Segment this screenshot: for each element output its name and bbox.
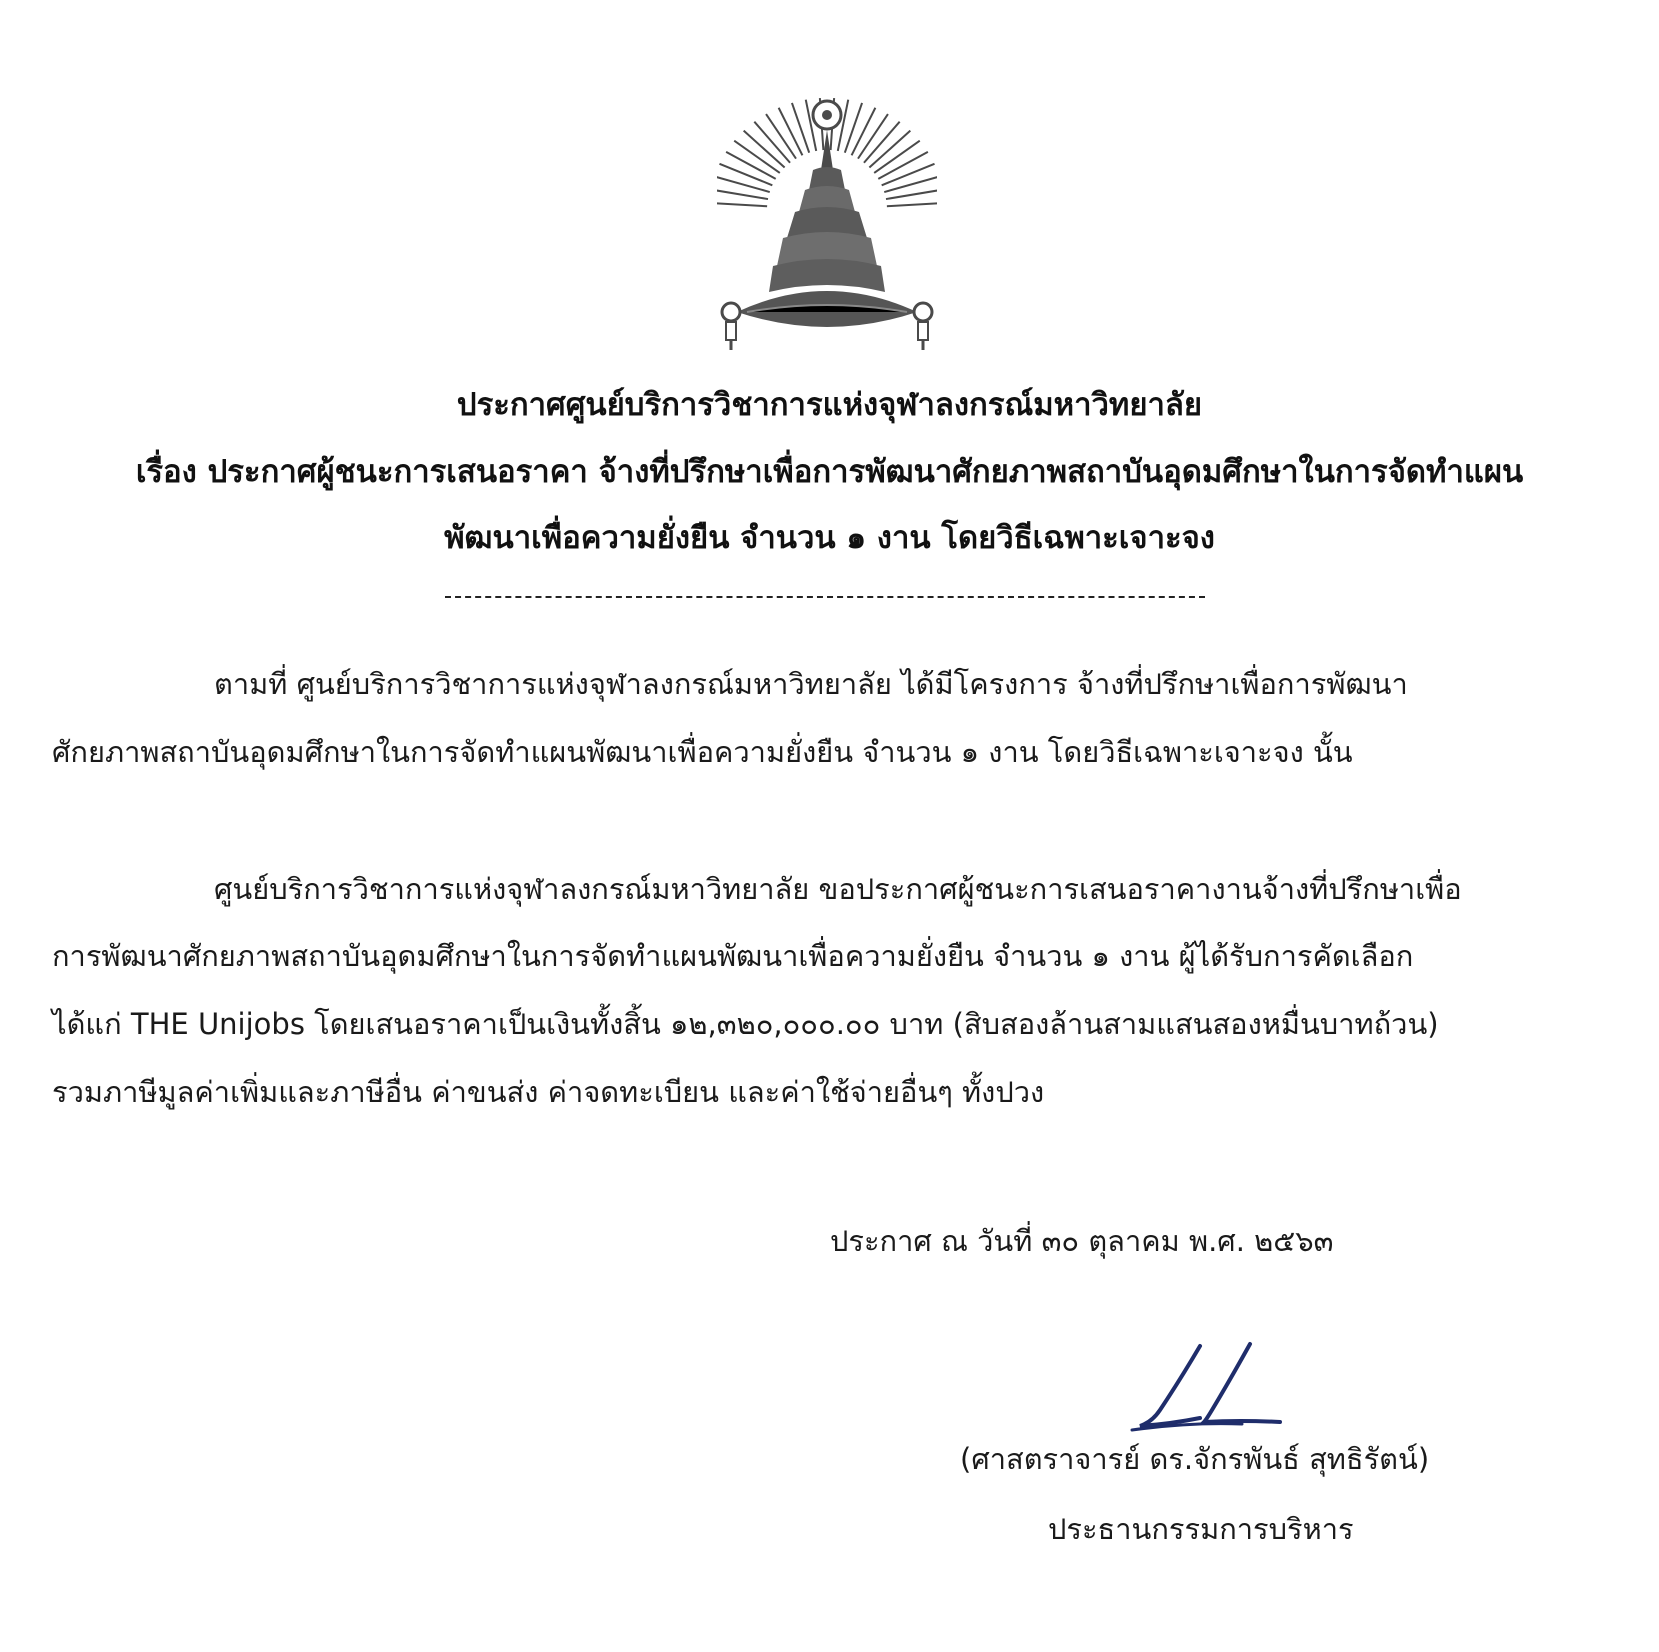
announcement-subject-line-2: พัฒนาเพื่อความยั่งยืน จำนวน ๑ งาน โดยวิธีเฉพาะเจาะจง	[444, 520, 1215, 556]
emblem-ray	[886, 190, 937, 200]
announcement-subject-line-1: เรื่อง ประกาศผู้ชนะการเสนอราคา จ้างที่ปรึกษาเพื่อการพัฒนาศักยภาพสถาบันอุดมศึกษาในการจัดทำแผน	[135, 454, 1524, 490]
paragraph-1-line-2: ศักยภาพสถาบันอุดมศึกษาในการจัดทำแผนพัฒนาเพื่อความยั่งยืน จำนวน ๑ งาน โดยวิธีเฉพาะเจาะจง นั้น	[52, 735, 1353, 769]
announcement-heading: ประกาศศูนย์บริการวิชาการแห่งจุฬาลงกรณ์มหาวิทยาลัย	[456, 387, 1203, 423]
emblem-ray	[792, 103, 809, 153]
title-divider	[445, 596, 1205, 598]
signer-name: (ศาสตราจารย์ ดร.จักรพันธ์ สุทธิรัตน์)	[960, 1442, 1430, 1476]
emblem-ray	[717, 176, 770, 192]
emblem-ray	[882, 164, 935, 185]
paragraph-2-line-1: ศูนย์บริการวิชาการแห่งจุฬาลงกรณ์มหาวิทยาลัย ขอประกาศผู้ชนะการเสนอราคางานจ้างที่ปรึกษาเพื่อ	[214, 872, 1462, 906]
paragraph-2-line-4: รวมภาษีมูลค่าเพิ่มและภาษีอื่น ค่าขนส่ง ค่าจดทะเบียน และค่าใช้จ่ายอื่นๆ ทั้งปวง	[52, 1075, 1045, 1109]
emblem-ray	[845, 103, 862, 153]
signer-position: ประธานกรรมการบริหาร	[1048, 1512, 1354, 1546]
emblem-ray	[717, 190, 768, 200]
emblem-ray	[852, 108, 876, 156]
university-emblem-icon	[717, 60, 937, 360]
signature-icon	[1130, 1340, 1290, 1435]
emblem-ray	[884, 176, 937, 192]
paragraph-1-line-1: ตามที่ ศูนย์บริการวิชาการแห่งจุฬาลงกรณ์มหาวิทยาลัย ได้มีโครงการ จ้างที่ปรึกษาเพื่อการพัฒนา	[214, 667, 1408, 701]
emblem-ray	[887, 203, 937, 206]
emblem-ray	[717, 203, 767, 206]
emblem-ray	[719, 164, 772, 185]
announcement-date: ประกาศ ณ วันที่ ๓๐ ตุลาคม พ.ศ. ๒๕๖๓	[830, 1224, 1334, 1258]
paragraph-2-line-2: การพัฒนาศักยภาพสถาบันอุดมศึกษาในการจัดทำแผนพัฒนาเพื่อความยั่งยืน จำนวน ๑ งาน ผู้ได้รับการคัดเลือก	[52, 939, 1414, 973]
emblem-ray	[779, 108, 803, 156]
paragraph-2-line-3: ได้แก่ THE Unijobs โดยเสนอราคาเป็นเงินทั้งสิ้น ๑๒,๓๒๐,๐๐๐.๐๐ บาท (สิบสองล้านสามแสนสองหมื่นบาทถ้วน)	[52, 1007, 1439, 1041]
